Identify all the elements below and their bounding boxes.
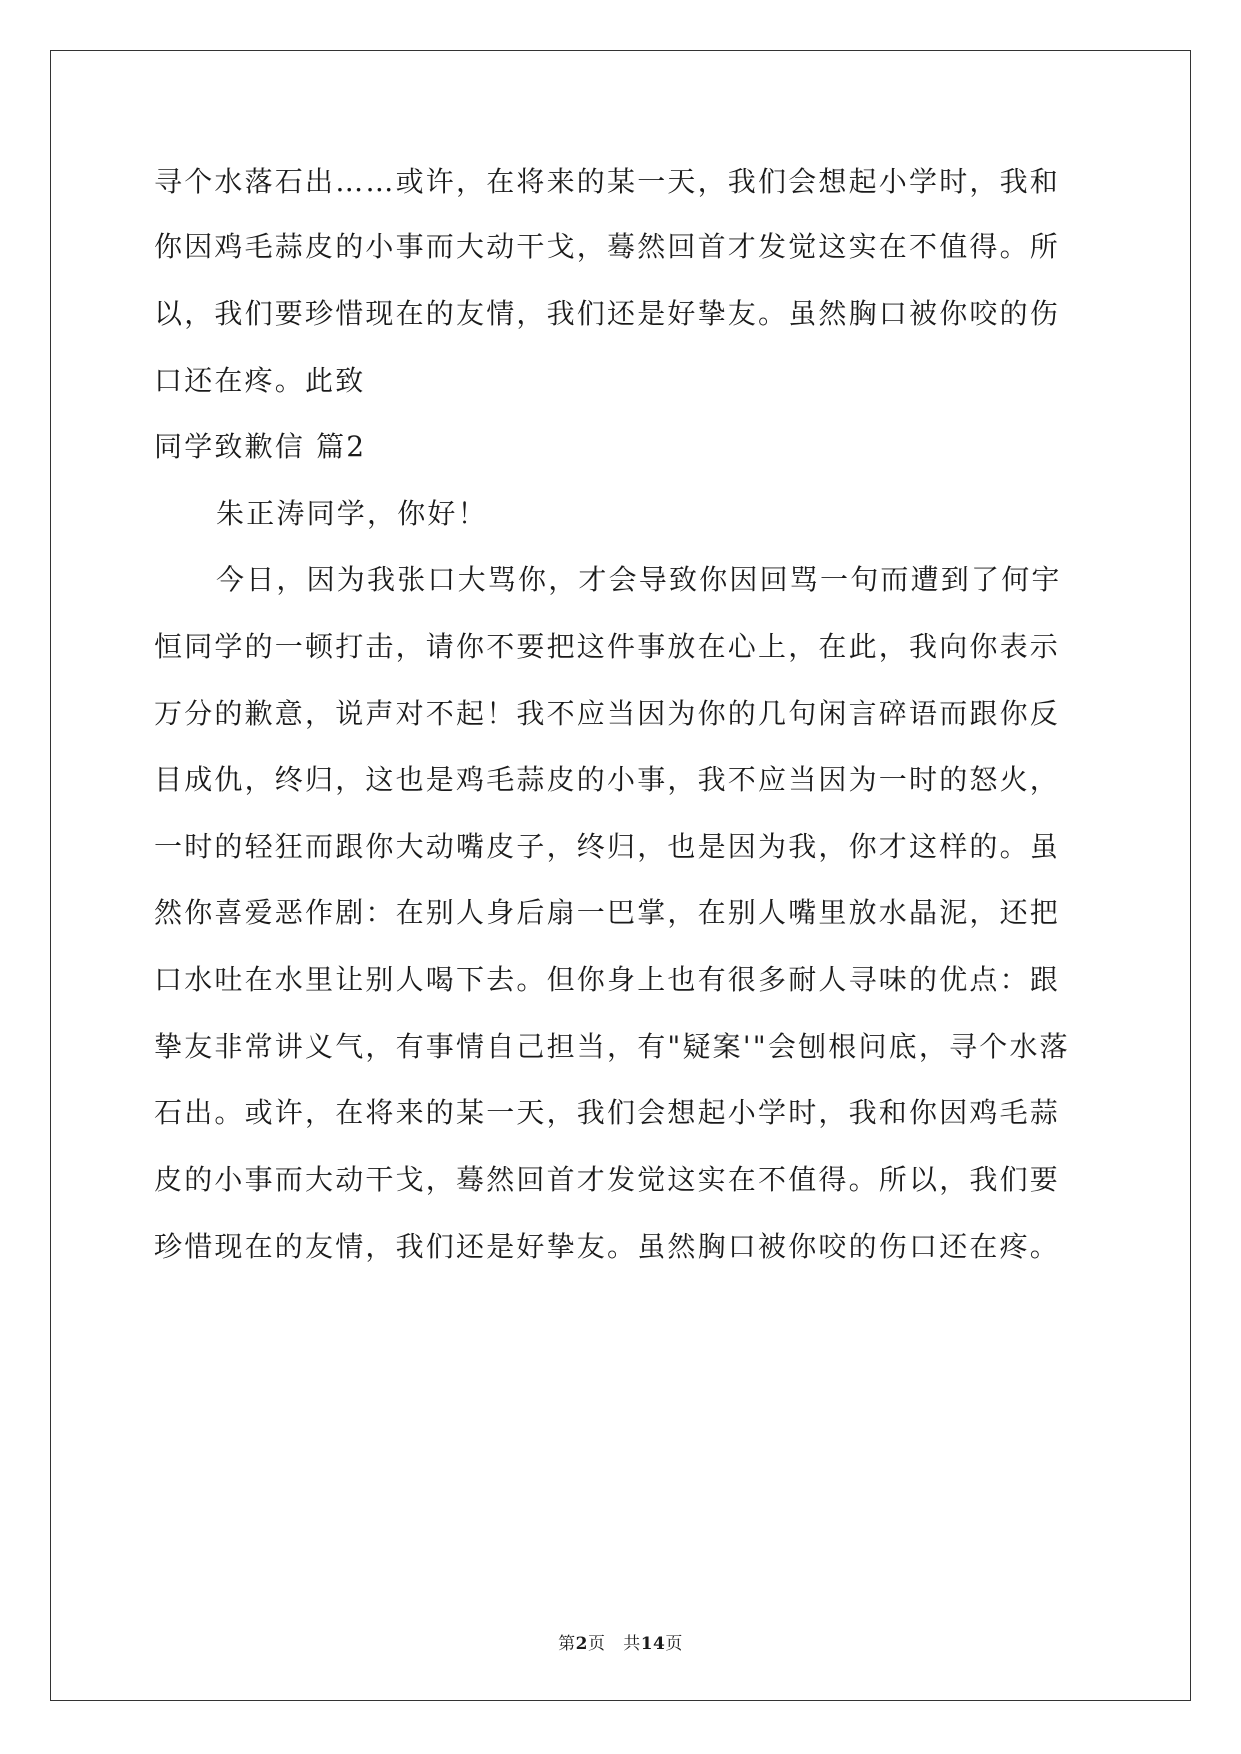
body-line-13: 石出。或许，在将来的某一天，我们会想起小学时，我和你因鸡毛蒜: [154, 1096, 1061, 1129]
page-current: 2: [575, 1634, 588, 1654]
body-line-10: 然你喜爱恶作剧：在别人身后扇一巴掌，在别人嘴里放水晶泥，还把: [154, 896, 1061, 929]
body-line-11: 口水吐在水里让别人喝下去。但你身上也有很多耐人寻味的优点：跟: [154, 963, 1061, 996]
section-heading: 同学致歉信 篇2: [154, 430, 367, 463]
page-unit: 页: [587, 1634, 606, 1654]
body-line-12: 挚友非常讲义气，有事情自己担当，有"疑案'"会刨根问底，寻个水落: [154, 1030, 1070, 1063]
body-line-15: 珍惜现在的友情，我们还是好挚友。虽然胸口被你咬的伤口还在疼。: [154, 1230, 1061, 1263]
body-line-9: 一时的轻狂而跟你大动嘴皮子，终归，也是因为我，你才这样的。虽: [154, 830, 1061, 863]
body-line-4: 口还在疼。此致: [154, 364, 366, 397]
body-line-2: 你因鸡毛蒜皮的小事而大动干戈，蓦然回首才发觉这实在不值得。所: [154, 230, 1061, 263]
body-line-1: 寻个水落石出……或许，在将来的某一天，我们会想起小学时，我和: [154, 165, 1061, 198]
body-line-5: 今日，因为我张口大骂你，才会导致你因回骂一句而遭到了何宇: [216, 563, 1062, 596]
body-line-7: 万分的歉意，说声对不起！我不应当因为你的几句闲言碎语而跟你反: [154, 697, 1061, 730]
body-line-3: 以，我们要珍惜现在的友情，我们还是好挚友。虽然胸口被你咬的伤: [154, 297, 1061, 330]
body-line-6: 恒同学的一顿打击，请你不要把这件事放在心上，在此，我向你表示: [154, 630, 1061, 663]
body-line-8: 目成仇，终归，这也是鸡毛蒜皮的小事，我不应当因为一时的怒火，: [154, 763, 1061, 796]
page-prefix: 第: [558, 1634, 576, 1654]
total-unit: 页: [665, 1634, 683, 1654]
page-total: 14: [640, 1634, 666, 1654]
page-footer: [0, 1634, 1241, 1654]
greeting-line: 朱正涛同学，你好！: [216, 497, 488, 530]
total-prefix: 共: [623, 1634, 641, 1654]
body-line-14: 皮的小事而大动干戈，蓦然回首才发觉这实在不值得。所以，我们要: [154, 1163, 1061, 1196]
